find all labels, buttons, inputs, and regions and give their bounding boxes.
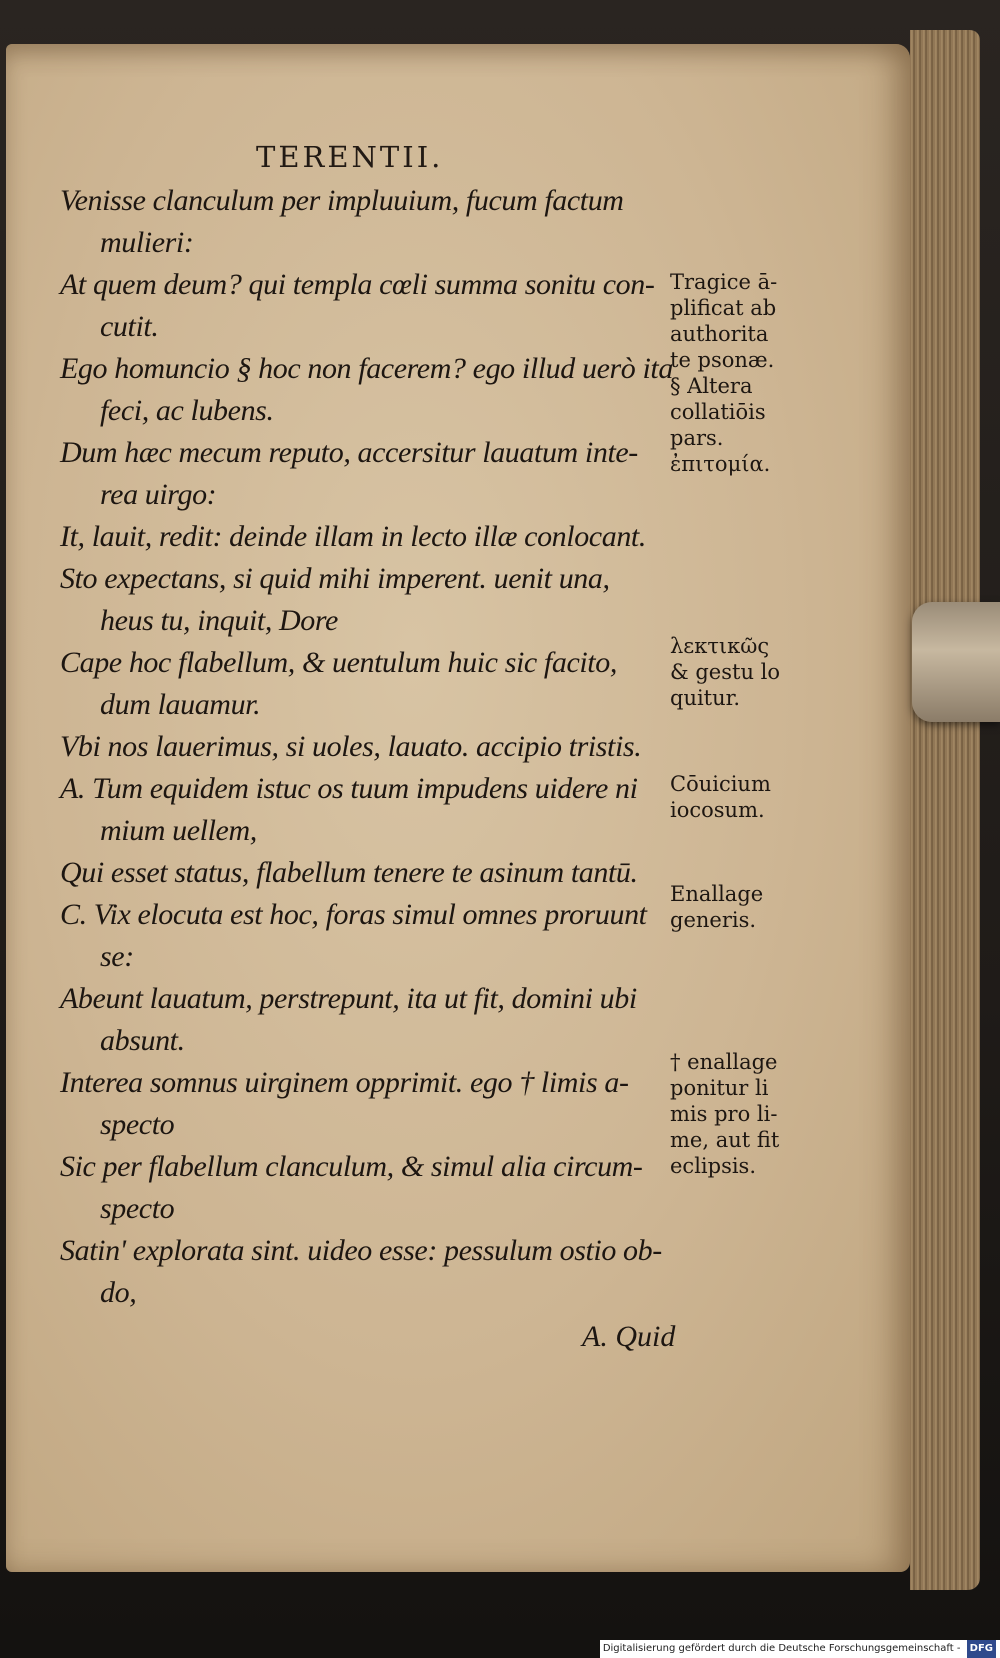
text-line: heus tu, inquit, Dore xyxy=(100,604,338,637)
text-line: C. Vix elocuta est hoc, foras simul omnes proruunt xyxy=(60,898,647,931)
margin-note: § Altera xyxy=(670,374,753,398)
margin-note: λεκτικῶς xyxy=(670,634,770,658)
running-title: TERENTII. xyxy=(256,140,444,174)
margin-note: Tragice ā- xyxy=(670,270,778,294)
main-text-block xyxy=(60,180,675,1314)
margin-note: quitur. xyxy=(670,686,741,710)
margin-note: pars. xyxy=(670,426,724,450)
text-line: specto xyxy=(100,1192,175,1225)
margin-note: iocosum. xyxy=(670,798,765,822)
margin-note: eclipsis. xyxy=(670,1154,757,1178)
text-line: dum lauamur. xyxy=(100,688,261,721)
text-line: Satin' explorata sint. uideo esse: pessulum ostio ob- xyxy=(60,1234,662,1267)
margin-note: ἐπιτομία. xyxy=(670,452,771,476)
margin-note: me, aut fit xyxy=(670,1128,780,1152)
text-line: mulieri: xyxy=(100,226,194,259)
margin-note: & gestu lo xyxy=(670,660,781,684)
margin-note: te psonæ. xyxy=(670,348,775,372)
margin-note: collatiōis xyxy=(670,400,766,424)
text-line: Sto expectans, si quid mihi imperent. uenit una, xyxy=(60,562,610,595)
margin-note: Cōuicium xyxy=(670,772,771,796)
digitization-credit xyxy=(600,1640,1000,1658)
book-page-edges xyxy=(910,30,980,1590)
text-line: Vbi nos lauerimus, si uoles, lauato. accipio tristis. xyxy=(60,730,642,763)
margin-note: ponitur li xyxy=(670,1076,769,1100)
margin-note: plificat ab xyxy=(670,296,777,320)
credit-text: Digitalisierung gefördert durch die Deutsche Forschungsgemeinschaft - xyxy=(602,1643,961,1654)
text-line: rea uirgo: xyxy=(100,478,217,511)
dfg-logo: DFG xyxy=(967,1640,996,1658)
text-line: At quem deum? qui templa cœli summa sonitu con- xyxy=(60,268,655,301)
text-line: Cape hoc flabellum, & uentulum huic sic facito, xyxy=(60,646,617,679)
margin-note: authorita xyxy=(670,322,769,346)
text-line: Ego homuncio § hoc non facerem? ego illud uerò ita xyxy=(60,352,673,385)
text-line: A. Tum equidem istuc os tuum impudens uidere ni xyxy=(60,772,638,805)
text-line: mium uellem, xyxy=(100,814,257,847)
text-line: Sic per flabellum clanculum, & simul alia circum- xyxy=(60,1150,643,1183)
text-line: Interea somnus uirginem opprimit. ego † limis a- xyxy=(60,1066,629,1099)
text-line: do, xyxy=(100,1276,137,1309)
text-line: cutit. xyxy=(100,310,159,343)
text-line: Dum hæc mecum reputo, accersitur lauatum inte- xyxy=(60,436,638,469)
margin-note: generis. xyxy=(670,908,757,932)
text-line: Abeunt lauatum, perstrepunt, ita ut fit, domini ubi xyxy=(60,982,637,1015)
text-line: Qui esset status, flabellum tenere te asinum tantū. xyxy=(60,856,638,889)
text-line: feci, ac lubens. xyxy=(100,394,274,427)
catchword: A. Quid xyxy=(582,1320,676,1353)
text-line: Venisse clanculum per impluuium, fucum factum xyxy=(60,184,624,217)
margin-note: mis pro li- xyxy=(670,1102,778,1126)
text-line: absunt. xyxy=(100,1024,185,1057)
text-line: It, lauit, redit: deinde illam in lecto illæ conlocant. xyxy=(60,520,646,553)
book-clasp xyxy=(912,602,1000,722)
margin-note: † enallage xyxy=(670,1050,778,1074)
margin-note: Enallage xyxy=(670,882,764,906)
text-line: se: xyxy=(100,940,134,973)
text-line: specto xyxy=(100,1108,175,1141)
